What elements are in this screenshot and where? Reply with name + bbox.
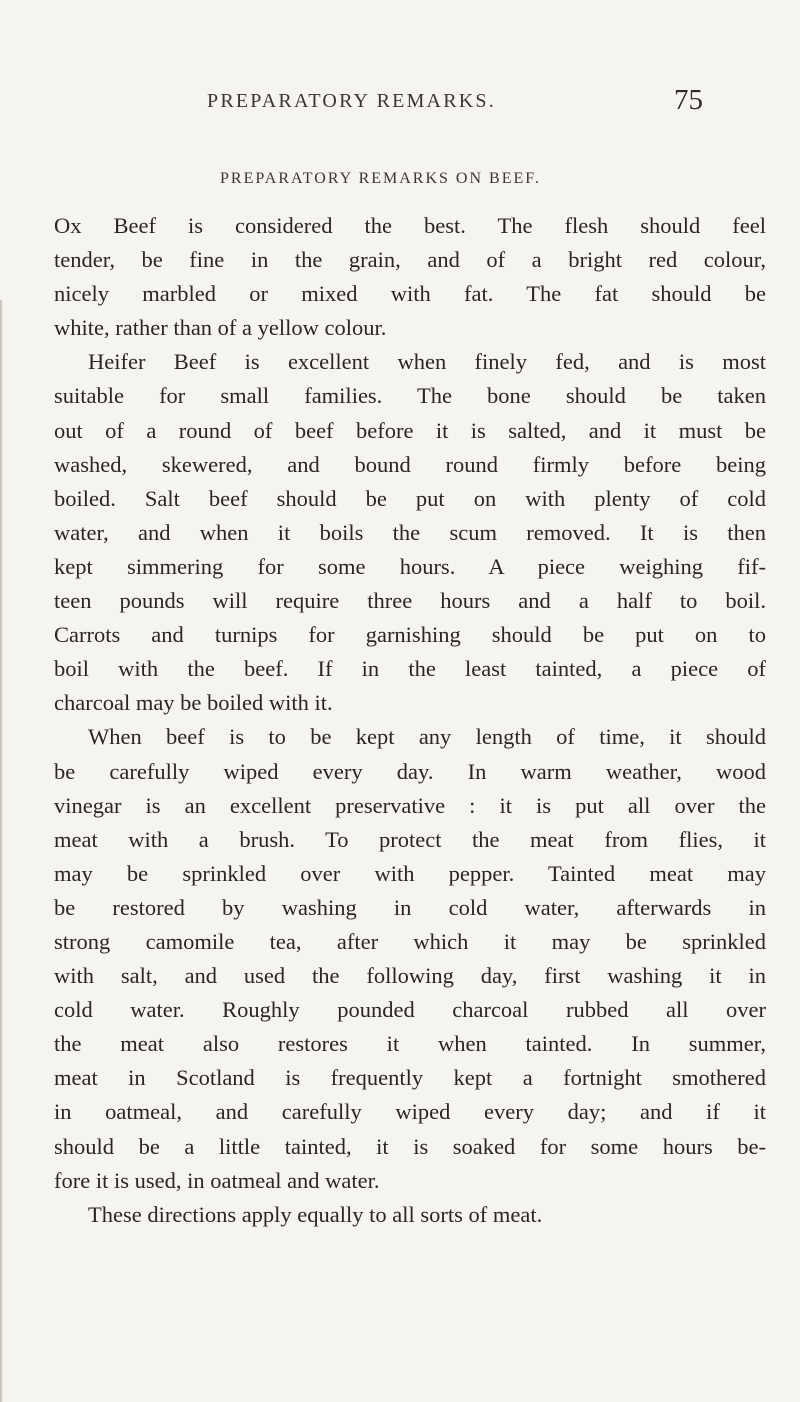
text-line: water, and when it boils the scum removed. It is then [54,519,766,545]
text-line: tender, be fine in the grain, and of a bright red colour, [54,247,766,273]
text-line: meat with a brush. To protect the meat from flies, it [54,826,766,852]
text-line: out of a round of beef before it is salted, and it must be [54,417,766,443]
text-line: kept simmering for some hours. A piece weighing fif- [54,553,766,579]
text-line: boiled. Salt beef should be put on with plenty of cold [54,485,766,511]
text-line: When beef is to be kept any length of time, it should [88,724,766,750]
running-title: PREPARATORY REMARKS. [207,90,496,112]
text-line: be restored by washing in cold water, afterwards in [54,894,766,920]
body-text [54,209,766,1232]
text-line: in oatmeal, and carefully wiped every day; and if it [54,1099,766,1125]
section-heading: PREPARATORY REMARKS ON BEEF. [220,170,541,187]
text-line: the meat also restores it when tainted. In summer, [54,1031,766,1057]
text-line: charcoal may be boiled with it. [54,690,333,716]
running-head [0,84,800,124]
text-line: vinegar is an excellent preservative : it is put all over the [54,792,766,818]
text-line: nicely marbled or mixed with fat. The fat should be [54,281,766,307]
text-line: strong camomile tea, after which it may be sprinkled [54,928,766,954]
text-line: with salt, and used the following day, first washing it in [54,963,766,989]
text-line: teen pounds will require three hours and a half to boil. [54,588,766,614]
text-line: cold water. Roughly pounded charcoal rubbed all over [54,997,766,1023]
text-line: These directions apply equally to all sorts of meat. [88,1201,543,1227]
page-number: 75 [674,84,703,116]
text-line: white, rather than of a yellow colour. [54,315,387,341]
text-line: meat in Scotland is frequently kept a fortnight smothered [54,1065,766,1091]
text-line: suitable for small families. The bone should be taken [54,383,766,409]
text-line: washed, skewered, and bound round firmly before being [54,451,766,477]
text-line: fore it is used, in oatmeal and water. [54,1167,380,1193]
text-line: Heifer Beef is excellent when finely fed, and is most [88,349,766,375]
text-line: may be sprinkled over with pepper. Tainted meat may [54,860,766,886]
text-line: be carefully wiped every day. In warm weather, wood [54,758,766,784]
text-line: should be a little tainted, it is soaked for some hours be- [54,1133,766,1159]
text-line: Ox Beef is considered the best. The flesh should feel [54,213,766,238]
text-line: Carrots and turnips for garnishing should be put on to [54,622,766,648]
text-line: boil with the beef. If in the least tainted, a piece of [54,656,766,682]
